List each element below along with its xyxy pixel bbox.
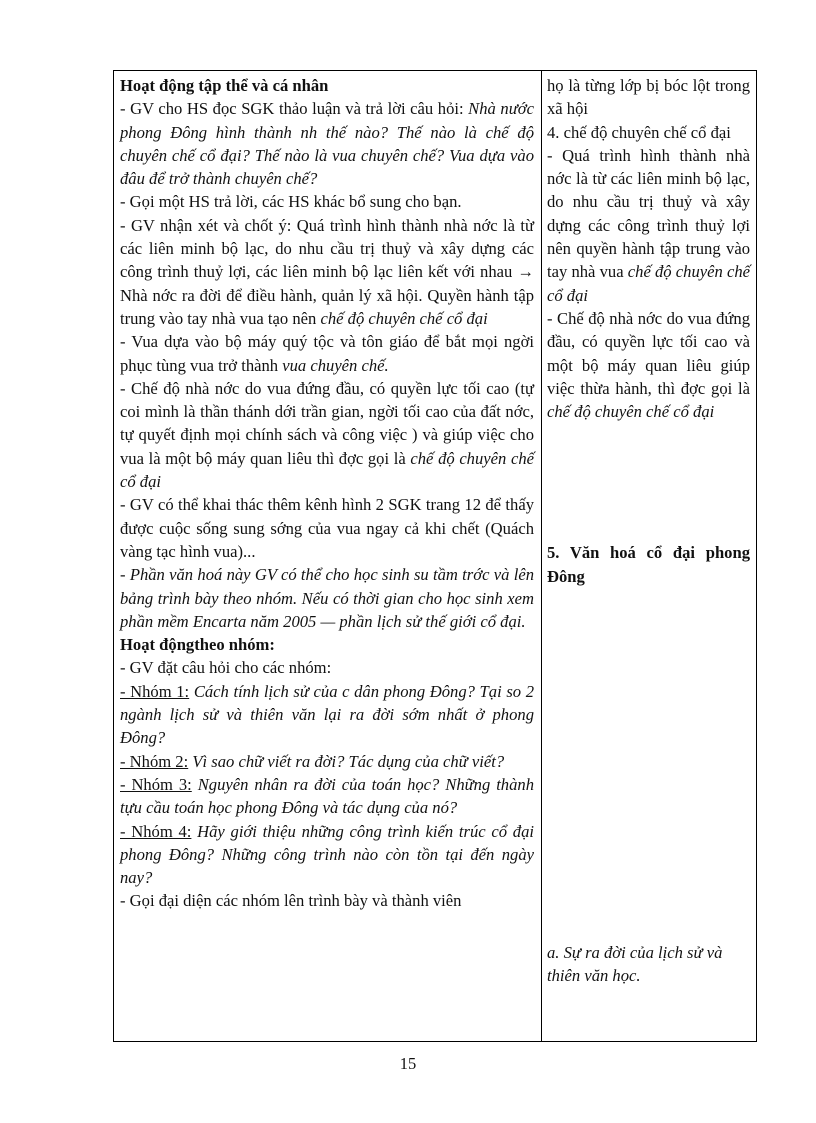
paragraph-state-regime: - Chế độ nhà nớc do vua đứng đầu, có quyền lực tối cao (tự coi mình là thần thánh dới trần gian, ngời tối cao của đất nớc, tự quyết định mọi chính sách và công việc ) và giúp việc cho vua là một bộ máy quan liêu thì đợc gọi là chế độ chuyên chế cổ đại [120,378,534,492]
paragraph-teacher-conclusion: - GV nhận xét và chốt ý: Quá trình hình thành nhà nớc là từ các liên minh bộ lạc, do nhu cầu trị thuỷ và xây dựng các công trình thuỷ lợi, các liên minh bộ lạc liên kết với nhau → Nhà nớc ra đời để điều hành, quản lý xã hội. Quyền hành tập trung vào tay nhà vua tạo nên chế độ chuyên chế cổ đại [120,215,535,328]
column-divider [541,71,542,1041]
group-question-1: - Nhóm 1: Cách tính lịch sử của c dân phong Đông? Tại so 2 ngành lịch sử và thiên văn lại ra đời sớm nhất ở phong Đông? [120,681,535,748]
paragraph-questions-intro: - GV đặt câu hỏi cho các nhóm: [120,658,332,678]
paragraph-read-textbook: - GV cho HS đọc SGK thảo luận và trả lời câu hỏi: Nhà nước phong Đông hình thành nh thế nào? Thế nào là chế độ chuyên chế cổ đại? Thế nào là vua chuyên chế? Vua dựa vào đâu để trở thành chuyên chế? [120,99,534,189]
heading-group-work: Hoạt độngtheo nhóm: [120,635,275,655]
arrow-icon: → [517,262,535,282]
heading-group-individual: Hoạt động tập thể và cá nhân [120,76,329,95]
paragraph-figure-2: - GV có thể khai thác thêm kênh hình 2 SGK trang 12 để thấy được cuộc sống sung sớng của vua ngay cả khi chết (Quách vàng tạc hình vua)... [120,495,534,561]
group-question-3: - Nhóm 3: Nguyên nhân ra đời của toán học? Những thành tựu cầu toán học phong Đông và tác dụng của nó? [120,774,534,818]
group-question-4: - Nhóm 4: Hãy giới thiệu những công trình kiến trúc cổ đại phong Đông? Những công trình nào còn tồn tại đến ngày nay? [120,821,534,888]
paragraph-call-student: - Gọi một HS trả lời, các HS khác bổ sung cho bạn. [120,192,462,212]
right-subheading-a: a. Sự ra đời của lịch sử và thiên văn học. [547,943,723,986]
right-text-exploited: họ là từng lớp bị bóc lột trong xã hội [547,76,750,119]
right-regime-definition: - Chế độ nhà nớc do vua đứng đầu, có quyền lực tối cao và một bộ máy quan liêu giúp việc thừa hành, thì đợc gọi là chế độ chuyên chế cổ đại [547,308,750,422]
paragraph-king-relies: - Vua dựa vào bộ máy quý tộc và tôn giáo để bắt mọi ngời phục tùng vua trở thành vua chuyên chế. [120,332,534,375]
paragraph-culture-note: - Phần văn hoá này GV có thể cho học sinh su tầm trớc và lên bảng trình bày theo nhóm. Nếu có thời gian cho học sinh xem phần mềm Encarta năm 2005 — phần lịch sử thế giới cổ đại. [120,565,534,631]
right-state-formation: - Quá trình hình thành nhà nớc là từ các liên minh bộ lạc, do nhu cầu trị thuỷ và xây dựng các công trình thuỷ lợi nên quyền hành tập trung vào tay nhà vua chế độ chuyên chế cổ đại [547,145,750,305]
paragraph-group-present: - Gọi đại diện các nhóm lên trình bày và thành viên [120,891,462,911]
group-question-2: - Nhóm 2: Vì sao chữ viết ra đời? Tác dụng của chữ viết? [120,751,505,771]
right-heading-5: 5. Văn hoá cổ đại phong Đông [547,543,750,586]
lesson-table [113,70,757,1042]
page-number: 15 [399,1054,417,1073]
teacher-activities-column [120,74,534,913]
content-column [547,74,750,988]
right-heading-4: 4. chế độ chuyên chế cổ đại [547,122,731,142]
